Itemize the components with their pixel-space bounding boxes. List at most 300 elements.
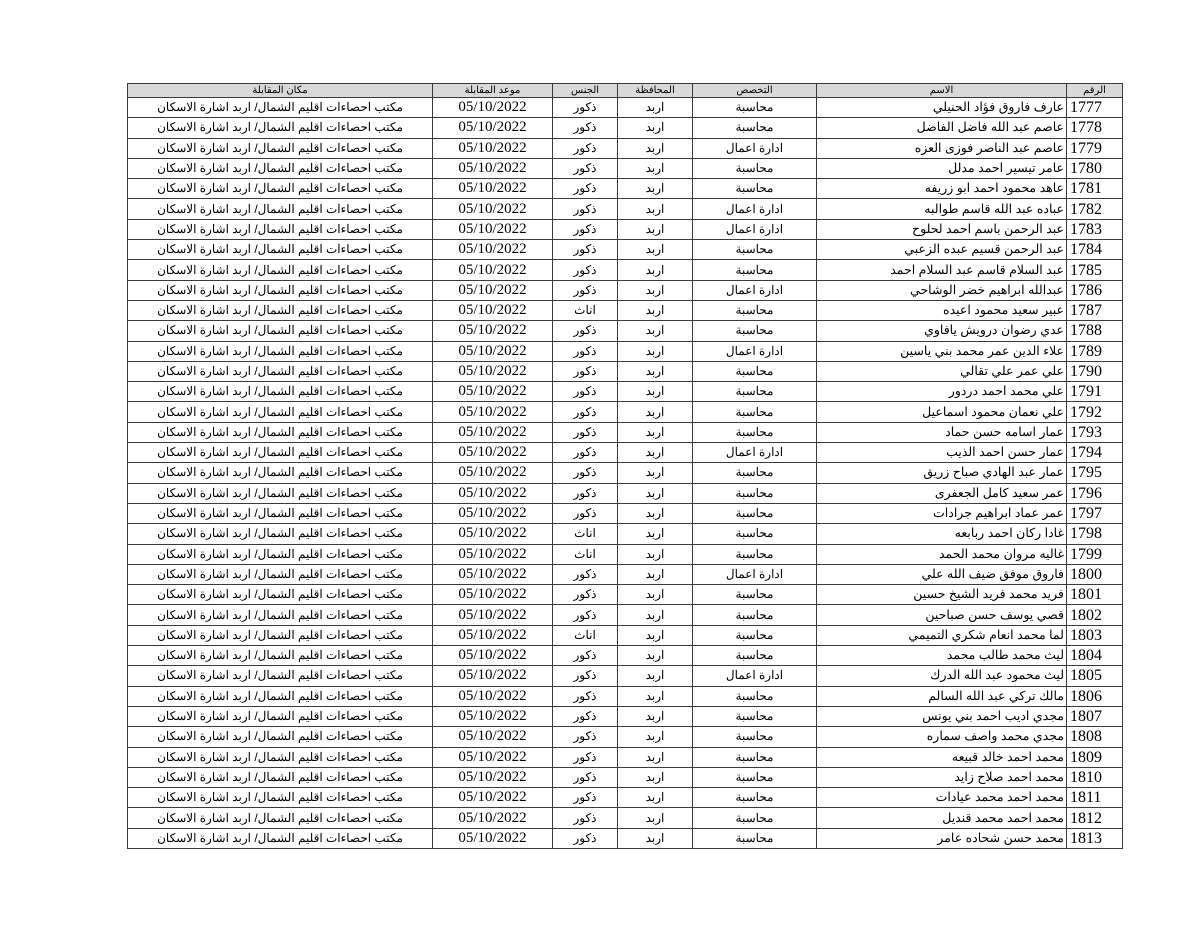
cell-interview-date: 05/10/2022 — [433, 443, 553, 463]
cell-gender: ذكور — [553, 747, 618, 767]
table-row — [128, 747, 1123, 767]
header-governorate: المحافظة — [618, 84, 693, 98]
cell-specialty: محاسبة — [693, 625, 817, 645]
cell-specialty: ادارة اعمال — [693, 564, 817, 584]
cell-name: عبد الرحمن قسيم عبده الزعبي — [817, 240, 1067, 260]
cell-interview-date: 05/10/2022 — [433, 767, 553, 787]
cell-number: 1790 — [1067, 361, 1123, 381]
table-row — [128, 138, 1123, 158]
table-row — [128, 199, 1123, 219]
cell-gender: ذكور — [553, 361, 618, 381]
cell-interview-date: 05/10/2022 — [433, 564, 553, 584]
table-row — [128, 788, 1123, 808]
cell-interview-date: 05/10/2022 — [433, 219, 553, 239]
cell-name: عاصم عبد الناصر فوزى العزه — [817, 138, 1067, 158]
cell-specialty: ادارة اعمال — [693, 219, 817, 239]
cell-specialty: ادارة اعمال — [693, 443, 817, 463]
cell-number: 1809 — [1067, 747, 1123, 767]
cell-name: ليث محمود عبد الله الدرك — [817, 666, 1067, 686]
cell-interview-place: مكتب احصاءات اقليم الشمال/ اربد اشارة الاسكان — [128, 483, 433, 503]
cell-governorate: اربد — [618, 118, 693, 138]
cell-number: 1805 — [1067, 666, 1123, 686]
cell-number: 1801 — [1067, 585, 1123, 605]
cell-governorate: اربد — [618, 666, 693, 686]
table-row — [128, 828, 1123, 848]
cell-interview-place: مكتب احصاءات اقليم الشمال/ اربد اشارة الاسكان — [128, 280, 433, 300]
cell-gender: ذكور — [553, 240, 618, 260]
cell-name: فاروق موفق ضيف الله علي — [817, 564, 1067, 584]
cell-interview-place: مكتب احصاءات اقليم الشمال/ اربد اشارة الاسكان — [128, 300, 433, 320]
cell-gender: ذكور — [553, 503, 618, 523]
cell-interview-place: مكتب احصاءات اقليم الشمال/ اربد اشارة الاسكان — [128, 240, 433, 260]
cell-specialty: محاسبة — [693, 179, 817, 199]
cell-gender: ذكور — [553, 158, 618, 178]
cell-name: عمار حسن احمد الذيب — [817, 443, 1067, 463]
cell-name: عبد الرحمن باسم احمد لحلوح — [817, 219, 1067, 239]
cell-interview-date: 05/10/2022 — [433, 625, 553, 645]
cell-name: مالك تركي عبد الله السالم — [817, 686, 1067, 706]
cell-specialty: محاسبة — [693, 544, 817, 564]
cell-governorate: اربد — [618, 625, 693, 645]
cell-specialty: محاسبة — [693, 260, 817, 280]
cell-specialty: محاسبة — [693, 483, 817, 503]
table-row — [128, 382, 1123, 402]
cell-interview-place: مكتب احصاءات اقليم الشمال/ اربد اشارة الاسكان — [128, 443, 433, 463]
cell-gender: ذكور — [553, 98, 618, 118]
cell-gender: ذكور — [553, 341, 618, 361]
cell-governorate: اربد — [618, 463, 693, 483]
cell-interview-date: 05/10/2022 — [433, 605, 553, 625]
table-row — [128, 646, 1123, 666]
cell-specialty: محاسبة — [693, 524, 817, 544]
header-gender: الجنس — [553, 84, 618, 98]
cell-number: 1784 — [1067, 240, 1123, 260]
cell-number: 1781 — [1067, 179, 1123, 199]
cell-name: لما محمد انعام شكري التميمي — [817, 625, 1067, 645]
cell-interview-place: مكتب احصاءات اقليم الشمال/ اربد اشارة الاسكان — [128, 98, 433, 118]
cell-name: محمد احمد محمد عيادات — [817, 788, 1067, 808]
cell-specialty: محاسبة — [693, 422, 817, 442]
header-name: الاسم — [817, 84, 1067, 98]
cell-gender: ذكور — [553, 219, 618, 239]
table-row — [128, 402, 1123, 422]
cell-number: 1802 — [1067, 605, 1123, 625]
cell-number: 1799 — [1067, 544, 1123, 564]
cell-number: 1787 — [1067, 300, 1123, 320]
cell-interview-place: مكتب احصاءات اقليم الشمال/ اربد اشارة الاسكان — [128, 727, 433, 747]
table-row — [128, 260, 1123, 280]
cell-specialty: محاسبة — [693, 706, 817, 726]
cell-name: محمد احمد محمد قنديل — [817, 808, 1067, 828]
cell-number: 1798 — [1067, 524, 1123, 544]
table-row — [128, 300, 1123, 320]
table-header — [128, 84, 1123, 98]
cell-name: عدي رضوان درويش يافاوي — [817, 321, 1067, 341]
cell-governorate: اربد — [618, 361, 693, 381]
cell-number: 1806 — [1067, 686, 1123, 706]
cell-governorate: اربد — [618, 524, 693, 544]
cell-name: عامر تيسير احمد مدلل — [817, 158, 1067, 178]
cell-number: 1811 — [1067, 788, 1123, 808]
cell-number: 1800 — [1067, 564, 1123, 584]
cell-name: فريد محمد فريد الشيخ حسين — [817, 585, 1067, 605]
cell-gender: ذكور — [553, 199, 618, 219]
cell-name: عمر عماد ابراهيم جرادات — [817, 503, 1067, 523]
cell-interview-date: 05/10/2022 — [433, 240, 553, 260]
cell-governorate: اربد — [618, 138, 693, 158]
cell-interview-place: مكتب احصاءات اقليم الشمال/ اربد اشارة الاسكان — [128, 747, 433, 767]
cell-number: 1789 — [1067, 341, 1123, 361]
table-row — [128, 706, 1123, 726]
cell-interview-place: مكتب احصاءات اقليم الشمال/ اربد اشارة الاسكان — [128, 828, 433, 848]
cell-name: عمار اسامه حسن حماد — [817, 422, 1067, 442]
cell-gender: ذكور — [553, 463, 618, 483]
cell-interview-date: 05/10/2022 — [433, 138, 553, 158]
cell-interview-date: 05/10/2022 — [433, 503, 553, 523]
cell-interview-date: 05/10/2022 — [433, 524, 553, 544]
cell-gender: ذكور — [553, 727, 618, 747]
cell-interview-place: مكتب احصاءات اقليم الشمال/ اربد اشارة الاسكان — [128, 503, 433, 523]
cell-gender: ذكور — [553, 706, 618, 726]
cell-name: غادا ركان احمد ربابعه — [817, 524, 1067, 544]
cell-interview-date: 05/10/2022 — [433, 686, 553, 706]
cell-specialty: محاسبة — [693, 158, 817, 178]
cell-number: 1782 — [1067, 199, 1123, 219]
cell-gender: ذكور — [553, 646, 618, 666]
cell-interview-date: 05/10/2022 — [433, 706, 553, 726]
cell-name: عاصم عبد الله فاضل الفاضل — [817, 118, 1067, 138]
cell-number: 1795 — [1067, 463, 1123, 483]
cell-number: 1796 — [1067, 483, 1123, 503]
cell-number: 1778 — [1067, 118, 1123, 138]
cell-specialty: محاسبة — [693, 646, 817, 666]
cell-governorate: اربد — [618, 585, 693, 605]
table-row — [128, 666, 1123, 686]
cell-governorate: اربد — [618, 98, 693, 118]
cell-name: علي نعمان محمود اسماعيل — [817, 402, 1067, 422]
cell-interview-place: مكتب احصاءات اقليم الشمال/ اربد اشارة الاسكان — [128, 625, 433, 645]
cell-interview-date: 05/10/2022 — [433, 727, 553, 747]
cell-interview-place: مكتب احصاءات اقليم الشمال/ اربد اشارة الاسكان — [128, 199, 433, 219]
cell-governorate: اربد — [618, 483, 693, 503]
cell-interview-place: مكتب احصاءات اقليم الشمال/ اربد اشارة الاسكان — [128, 788, 433, 808]
cell-interview-date: 05/10/2022 — [433, 199, 553, 219]
cell-number: 1791 — [1067, 382, 1123, 402]
cell-name: عباده عبد الله قاسم طوالبه — [817, 199, 1067, 219]
header-row — [128, 84, 1123, 98]
cell-gender: ذكور — [553, 605, 618, 625]
cell-name: عبدالله ابراهيم خضر الوشاحي — [817, 280, 1067, 300]
cell-interview-place: مكتب احصاءات اقليم الشمال/ اربد اشارة الاسكان — [128, 767, 433, 787]
cell-governorate: اربد — [618, 605, 693, 625]
table-row — [128, 280, 1123, 300]
cell-specialty: ادارة اعمال — [693, 280, 817, 300]
cell-specialty: محاسبة — [693, 503, 817, 523]
table-row — [128, 625, 1123, 645]
cell-interview-date: 05/10/2022 — [433, 808, 553, 828]
cell-governorate: اربد — [618, 706, 693, 726]
cell-gender: ذكور — [553, 138, 618, 158]
cell-gender: ذكور — [553, 788, 618, 808]
cell-interview-place: مكتب احصاءات اقليم الشمال/ اربد اشارة الاسكان — [128, 402, 433, 422]
cell-interview-place: مكتب احصاءات اقليم الشمال/ اربد اشارة الاسكان — [128, 605, 433, 625]
cell-name: مجدي اديب احمد بني يونس — [817, 706, 1067, 726]
cell-specialty: محاسبة — [693, 402, 817, 422]
cell-name: مجدي محمد واصف سماره — [817, 727, 1067, 747]
table-row — [128, 564, 1123, 584]
header-specialty: التخصص — [693, 84, 817, 98]
cell-interview-date: 05/10/2022 — [433, 666, 553, 686]
cell-gender: ذكور — [553, 382, 618, 402]
cell-specialty: ادارة اعمال — [693, 341, 817, 361]
cell-governorate: اربد — [618, 544, 693, 564]
header-interview-date: موعد المقابلة — [433, 84, 553, 98]
cell-specialty: محاسبة — [693, 767, 817, 787]
cell-governorate: اربد — [618, 443, 693, 463]
cell-governorate: اربد — [618, 767, 693, 787]
cell-name: محمد حسن شحاده عامر — [817, 828, 1067, 848]
cell-gender: ذكور — [553, 828, 618, 848]
cell-interview-place: مكتب احصاءات اقليم الشمال/ اربد اشارة الاسكان — [128, 118, 433, 138]
cell-interview-date: 05/10/2022 — [433, 483, 553, 503]
cell-interview-date: 05/10/2022 — [433, 361, 553, 381]
cell-governorate: اربد — [618, 503, 693, 523]
cell-number: 1788 — [1067, 321, 1123, 341]
cell-interview-place: مكتب احصاءات اقليم الشمال/ اربد اشارة الاسكان — [128, 666, 433, 686]
cell-interview-date: 05/10/2022 — [433, 158, 553, 178]
cell-gender: ذكور — [553, 422, 618, 442]
cell-specialty: محاسبة — [693, 828, 817, 848]
cell-interview-place: مكتب احصاءات اقليم الشمال/ اربد اشارة الاسكان — [128, 422, 433, 442]
cell-interview-date: 05/10/2022 — [433, 260, 553, 280]
cell-name: عمار عبد الهادي صباح زريق — [817, 463, 1067, 483]
cell-interview-date: 05/10/2022 — [433, 585, 553, 605]
cell-governorate: اربد — [618, 300, 693, 320]
cell-name: عبير سعيد محمود اعيده — [817, 300, 1067, 320]
cell-interview-place: مكتب احصاءات اقليم الشمال/ اربد اشارة الاسكان — [128, 808, 433, 828]
cell-interview-place: مكتب احصاءات اقليم الشمال/ اربد اشارة الاسكان — [128, 463, 433, 483]
cell-name: عبد السلام قاسم عبد السلام احمد — [817, 260, 1067, 280]
cell-specialty: محاسبة — [693, 605, 817, 625]
cell-specialty: محاسبة — [693, 686, 817, 706]
cell-specialty: محاسبة — [693, 727, 817, 747]
cell-interview-date: 05/10/2022 — [433, 747, 553, 767]
cell-number: 1779 — [1067, 138, 1123, 158]
cell-gender: ذكور — [553, 280, 618, 300]
table-row — [128, 422, 1123, 442]
cell-gender: اناث — [553, 544, 618, 564]
cell-interview-date: 05/10/2022 — [433, 422, 553, 442]
cell-interview-date: 05/10/2022 — [433, 828, 553, 848]
cell-governorate: اربد — [618, 808, 693, 828]
cell-number: 1777 — [1067, 98, 1123, 118]
cell-name: علي محمد احمد دردور — [817, 382, 1067, 402]
cell-interview-place: مكتب احصاءات اقليم الشمال/ اربد اشارة الاسكان — [128, 544, 433, 564]
cell-governorate: اربد — [618, 280, 693, 300]
cell-interview-date: 05/10/2022 — [433, 98, 553, 118]
table-row — [128, 443, 1123, 463]
cell-specialty: ادارة اعمال — [693, 666, 817, 686]
cell-name: عارف فاروق فؤاد الحنيلي — [817, 98, 1067, 118]
cell-interview-place: مكتب احصاءات اقليم الشمال/ اربد اشارة الاسكان — [128, 260, 433, 280]
cell-interview-place: مكتب احصاءات اقليم الشمال/ اربد اشارة الاسكان — [128, 686, 433, 706]
cell-interview-date: 05/10/2022 — [433, 321, 553, 341]
cell-interview-date: 05/10/2022 — [433, 382, 553, 402]
table-row — [128, 767, 1123, 787]
cell-governorate: اربد — [618, 240, 693, 260]
cell-governorate: اربد — [618, 788, 693, 808]
cell-name: محمد احمد صلاح زايد — [817, 767, 1067, 787]
cell-gender: ذكور — [553, 179, 618, 199]
cell-governorate: اربد — [618, 727, 693, 747]
cell-number: 1794 — [1067, 443, 1123, 463]
cell-interview-place: مكتب احصاءات اقليم الشمال/ اربد اشارة الاسكان — [128, 219, 433, 239]
cell-governorate: اربد — [618, 828, 693, 848]
cell-number: 1793 — [1067, 422, 1123, 442]
cell-name: علاء الدين عمر محمد بني ياسين — [817, 341, 1067, 361]
cell-specialty: ادارة اعمال — [693, 138, 817, 158]
interview-schedule-table — [127, 83, 1123, 849]
cell-interview-place: مكتب احصاءات اقليم الشمال/ اربد اشارة الاسكان — [128, 382, 433, 402]
cell-governorate: اربد — [618, 199, 693, 219]
cell-interview-date: 05/10/2022 — [433, 118, 553, 138]
cell-number: 1812 — [1067, 808, 1123, 828]
cell-specialty: محاسبة — [693, 585, 817, 605]
table-row — [128, 98, 1123, 118]
cell-interview-date: 05/10/2022 — [433, 300, 553, 320]
cell-governorate: اربد — [618, 646, 693, 666]
cell-interview-date: 05/10/2022 — [433, 646, 553, 666]
cell-governorate: اربد — [618, 158, 693, 178]
cell-interview-place: مكتب احصاءات اقليم الشمال/ اربد اشارة الاسكان — [128, 341, 433, 361]
cell-interview-place: مكتب احصاءات اقليم الشمال/ اربد اشارة الاسكان — [128, 158, 433, 178]
table-row — [128, 341, 1123, 361]
cell-gender: ذكور — [553, 808, 618, 828]
cell-gender: ذكور — [553, 686, 618, 706]
cell-gender: ذكور — [553, 767, 618, 787]
cell-interview-place: مكتب احصاءات اقليم الشمال/ اربد اشارة الاسكان — [128, 646, 433, 666]
table-body — [128, 98, 1123, 849]
cell-governorate: اربد — [618, 402, 693, 422]
cell-specialty: محاسبة — [693, 300, 817, 320]
cell-interview-date: 05/10/2022 — [433, 179, 553, 199]
table-row — [128, 808, 1123, 828]
cell-specialty: محاسبة — [693, 321, 817, 341]
cell-number: 1813 — [1067, 828, 1123, 848]
table-row — [128, 219, 1123, 239]
table-row — [128, 483, 1123, 503]
cell-gender: ذكور — [553, 564, 618, 584]
table-row — [128, 686, 1123, 706]
cell-interview-place: مكتب احصاءات اقليم الشمال/ اربد اشارة الاسكان — [128, 706, 433, 726]
cell-governorate: اربد — [618, 382, 693, 402]
table-row — [128, 118, 1123, 138]
cell-name: ليث محمد طالب محمد — [817, 646, 1067, 666]
header-interview-place: مكان المقابلة — [128, 84, 433, 98]
cell-specialty: محاسبة — [693, 747, 817, 767]
cell-specialty: محاسبة — [693, 382, 817, 402]
table-row — [128, 361, 1123, 381]
cell-gender: ذكور — [553, 260, 618, 280]
cell-number: 1780 — [1067, 158, 1123, 178]
cell-specialty: محاسبة — [693, 98, 817, 118]
cell-governorate: اربد — [618, 422, 693, 442]
cell-gender: ذكور — [553, 666, 618, 686]
cell-interview-place: مكتب احصاءات اقليم الشمال/ اربد اشارة الاسكان — [128, 321, 433, 341]
table-row — [128, 544, 1123, 564]
cell-gender: ذكور — [553, 118, 618, 138]
cell-name: علي عمر علي تقالي — [817, 361, 1067, 381]
cell-interview-place: مكتب احصاءات اقليم الشمال/ اربد اشارة الاسكان — [128, 524, 433, 544]
cell-specialty: محاسبة — [693, 361, 817, 381]
table-row — [128, 585, 1123, 605]
cell-governorate: اربد — [618, 341, 693, 361]
cell-number: 1808 — [1067, 727, 1123, 747]
cell-gender: ذكور — [553, 443, 618, 463]
cell-gender: ذكور — [553, 483, 618, 503]
cell-specialty: محاسبة — [693, 788, 817, 808]
table-row — [128, 240, 1123, 260]
header-number: الرقم — [1067, 84, 1123, 98]
cell-specialty: محاسبة — [693, 118, 817, 138]
cell-number: 1786 — [1067, 280, 1123, 300]
cell-number: 1804 — [1067, 646, 1123, 666]
table-row — [128, 524, 1123, 544]
cell-number: 1807 — [1067, 706, 1123, 726]
cell-governorate: اربد — [618, 686, 693, 706]
cell-number: 1783 — [1067, 219, 1123, 239]
cell-interview-place: مكتب احصاءات اقليم الشمال/ اربد اشارة الاسكان — [128, 179, 433, 199]
cell-gender: اناث — [553, 300, 618, 320]
cell-gender: ذكور — [553, 321, 618, 341]
cell-specialty: ادارة اعمال — [693, 199, 817, 219]
cell-number: 1810 — [1067, 767, 1123, 787]
cell-specialty: محاسبة — [693, 463, 817, 483]
cell-gender: اناث — [553, 625, 618, 645]
cell-governorate: اربد — [618, 321, 693, 341]
table-row — [128, 179, 1123, 199]
table-row — [128, 463, 1123, 483]
cell-interview-date: 05/10/2022 — [433, 280, 553, 300]
table-row — [128, 158, 1123, 178]
cell-name: قصي يوسف حسن صباحين — [817, 605, 1067, 625]
table-row — [128, 727, 1123, 747]
table-row — [128, 605, 1123, 625]
cell-interview-date: 05/10/2022 — [433, 463, 553, 483]
cell-interview-date: 05/10/2022 — [433, 341, 553, 361]
cell-number: 1797 — [1067, 503, 1123, 523]
cell-specialty: محاسبة — [693, 240, 817, 260]
cell-interview-date: 05/10/2022 — [433, 788, 553, 808]
cell-interview-place: مكتب احصاءات اقليم الشمال/ اربد اشارة الاسكان — [128, 564, 433, 584]
cell-name: عاهد محمود احمد ابو زريفه — [817, 179, 1067, 199]
cell-number: 1792 — [1067, 402, 1123, 422]
cell-governorate: اربد — [618, 747, 693, 767]
cell-name: محمد احمد خالد قبيعه — [817, 747, 1067, 767]
cell-name: عمر سعيد كامل الجعفرى — [817, 483, 1067, 503]
cell-governorate: اربد — [618, 179, 693, 199]
cell-interview-date: 05/10/2022 — [433, 544, 553, 564]
cell-gender: اناث — [553, 524, 618, 544]
cell-governorate: اربد — [618, 260, 693, 280]
table-row — [128, 503, 1123, 523]
cell-gender: ذكور — [553, 402, 618, 422]
cell-interview-place: مكتب احصاءات اقليم الشمال/ اربد اشارة الاسكان — [128, 585, 433, 605]
cell-governorate: اربد — [618, 219, 693, 239]
cell-interview-place: مكتب احصاءات اقليم الشمال/ اربد اشارة الاسكان — [128, 138, 433, 158]
cell-interview-place: مكتب احصاءات اقليم الشمال/ اربد اشارة الاسكان — [128, 361, 433, 381]
cell-name: غاليه مروان محمد الحمد — [817, 544, 1067, 564]
